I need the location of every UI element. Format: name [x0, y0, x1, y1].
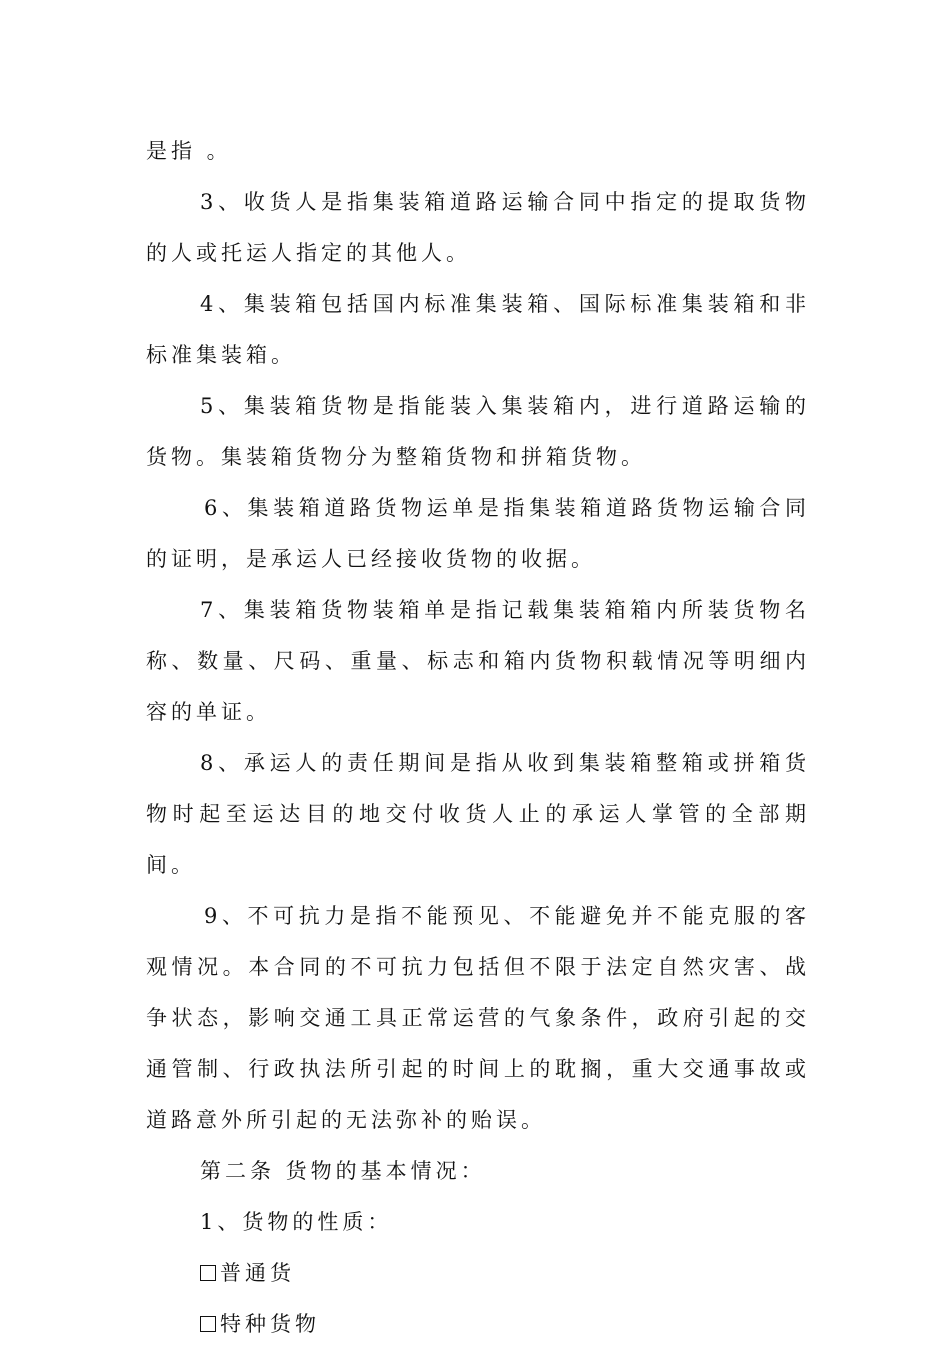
- paragraph-continuation: 是指 。: [146, 139, 232, 163]
- paragraph-item-9: 9、不可抗力是指不能预见、不能避免并不能克服的客观情况。本合同的不可抗力包括但不限于法定自然灾害、战争状态，影响交通工具正常运营的气象条件，政府引起的交通管制、行政执法所引起的时间上的耽搁，重大交通事故或道路意外所引起的无法弥补的贻误。: [146, 904, 810, 1132]
- checkbox-square-icon[interactable]: [200, 1265, 216, 1281]
- paragraph-item-5: 5、集装箱货物是指能装入集装箱内，进行道路运输的货物。集装箱货物分为整箱货物和拼箱货物。: [146, 394, 810, 469]
- goods-nature-label: 1、货物的性质：: [200, 1210, 393, 1234]
- checkbox-square-icon[interactable]: [200, 1316, 216, 1332]
- checkbox-special-goods[interactable]: [146, 1299, 810, 1350]
- paragraph-item-8: 8、承运人的责任期间是指从收到集装箱整箱或拼箱货物时起至运达目的地交付收货人止的承运人掌管的全部期间。: [146, 751, 810, 877]
- paragraph-item-7: 7、集装箱货物装箱单是指记载集装箱箱内所装货物名称、数量、尺码、重量、标志和箱内货物积载情况等明细内容的单证。: [146, 598, 810, 724]
- checkbox-general-goods-label: 普通货: [220, 1261, 295, 1285]
- paragraph-item-3: 3、收货人是指集装箱道路运输合同中指定的提取货物的人或托运人指定的其他人。: [146, 190, 810, 265]
- checkbox-special-goods-label: 特种货物: [220, 1312, 320, 1336]
- document-body: [146, 126, 810, 1350]
- paragraph-item-4: 4、集装箱包括国内标准集装箱、国际标准集装箱和非标准集装箱。: [146, 292, 810, 367]
- checkbox-general-goods[interactable]: [146, 1248, 810, 1299]
- article-2-heading: 第二条 货物的基本情况：: [200, 1159, 486, 1183]
- paragraph-item-6: 6、集装箱道路货物运单是指集装箱道路货物运输合同的证明，是承运人已经接收货物的收据。: [146, 496, 810, 571]
